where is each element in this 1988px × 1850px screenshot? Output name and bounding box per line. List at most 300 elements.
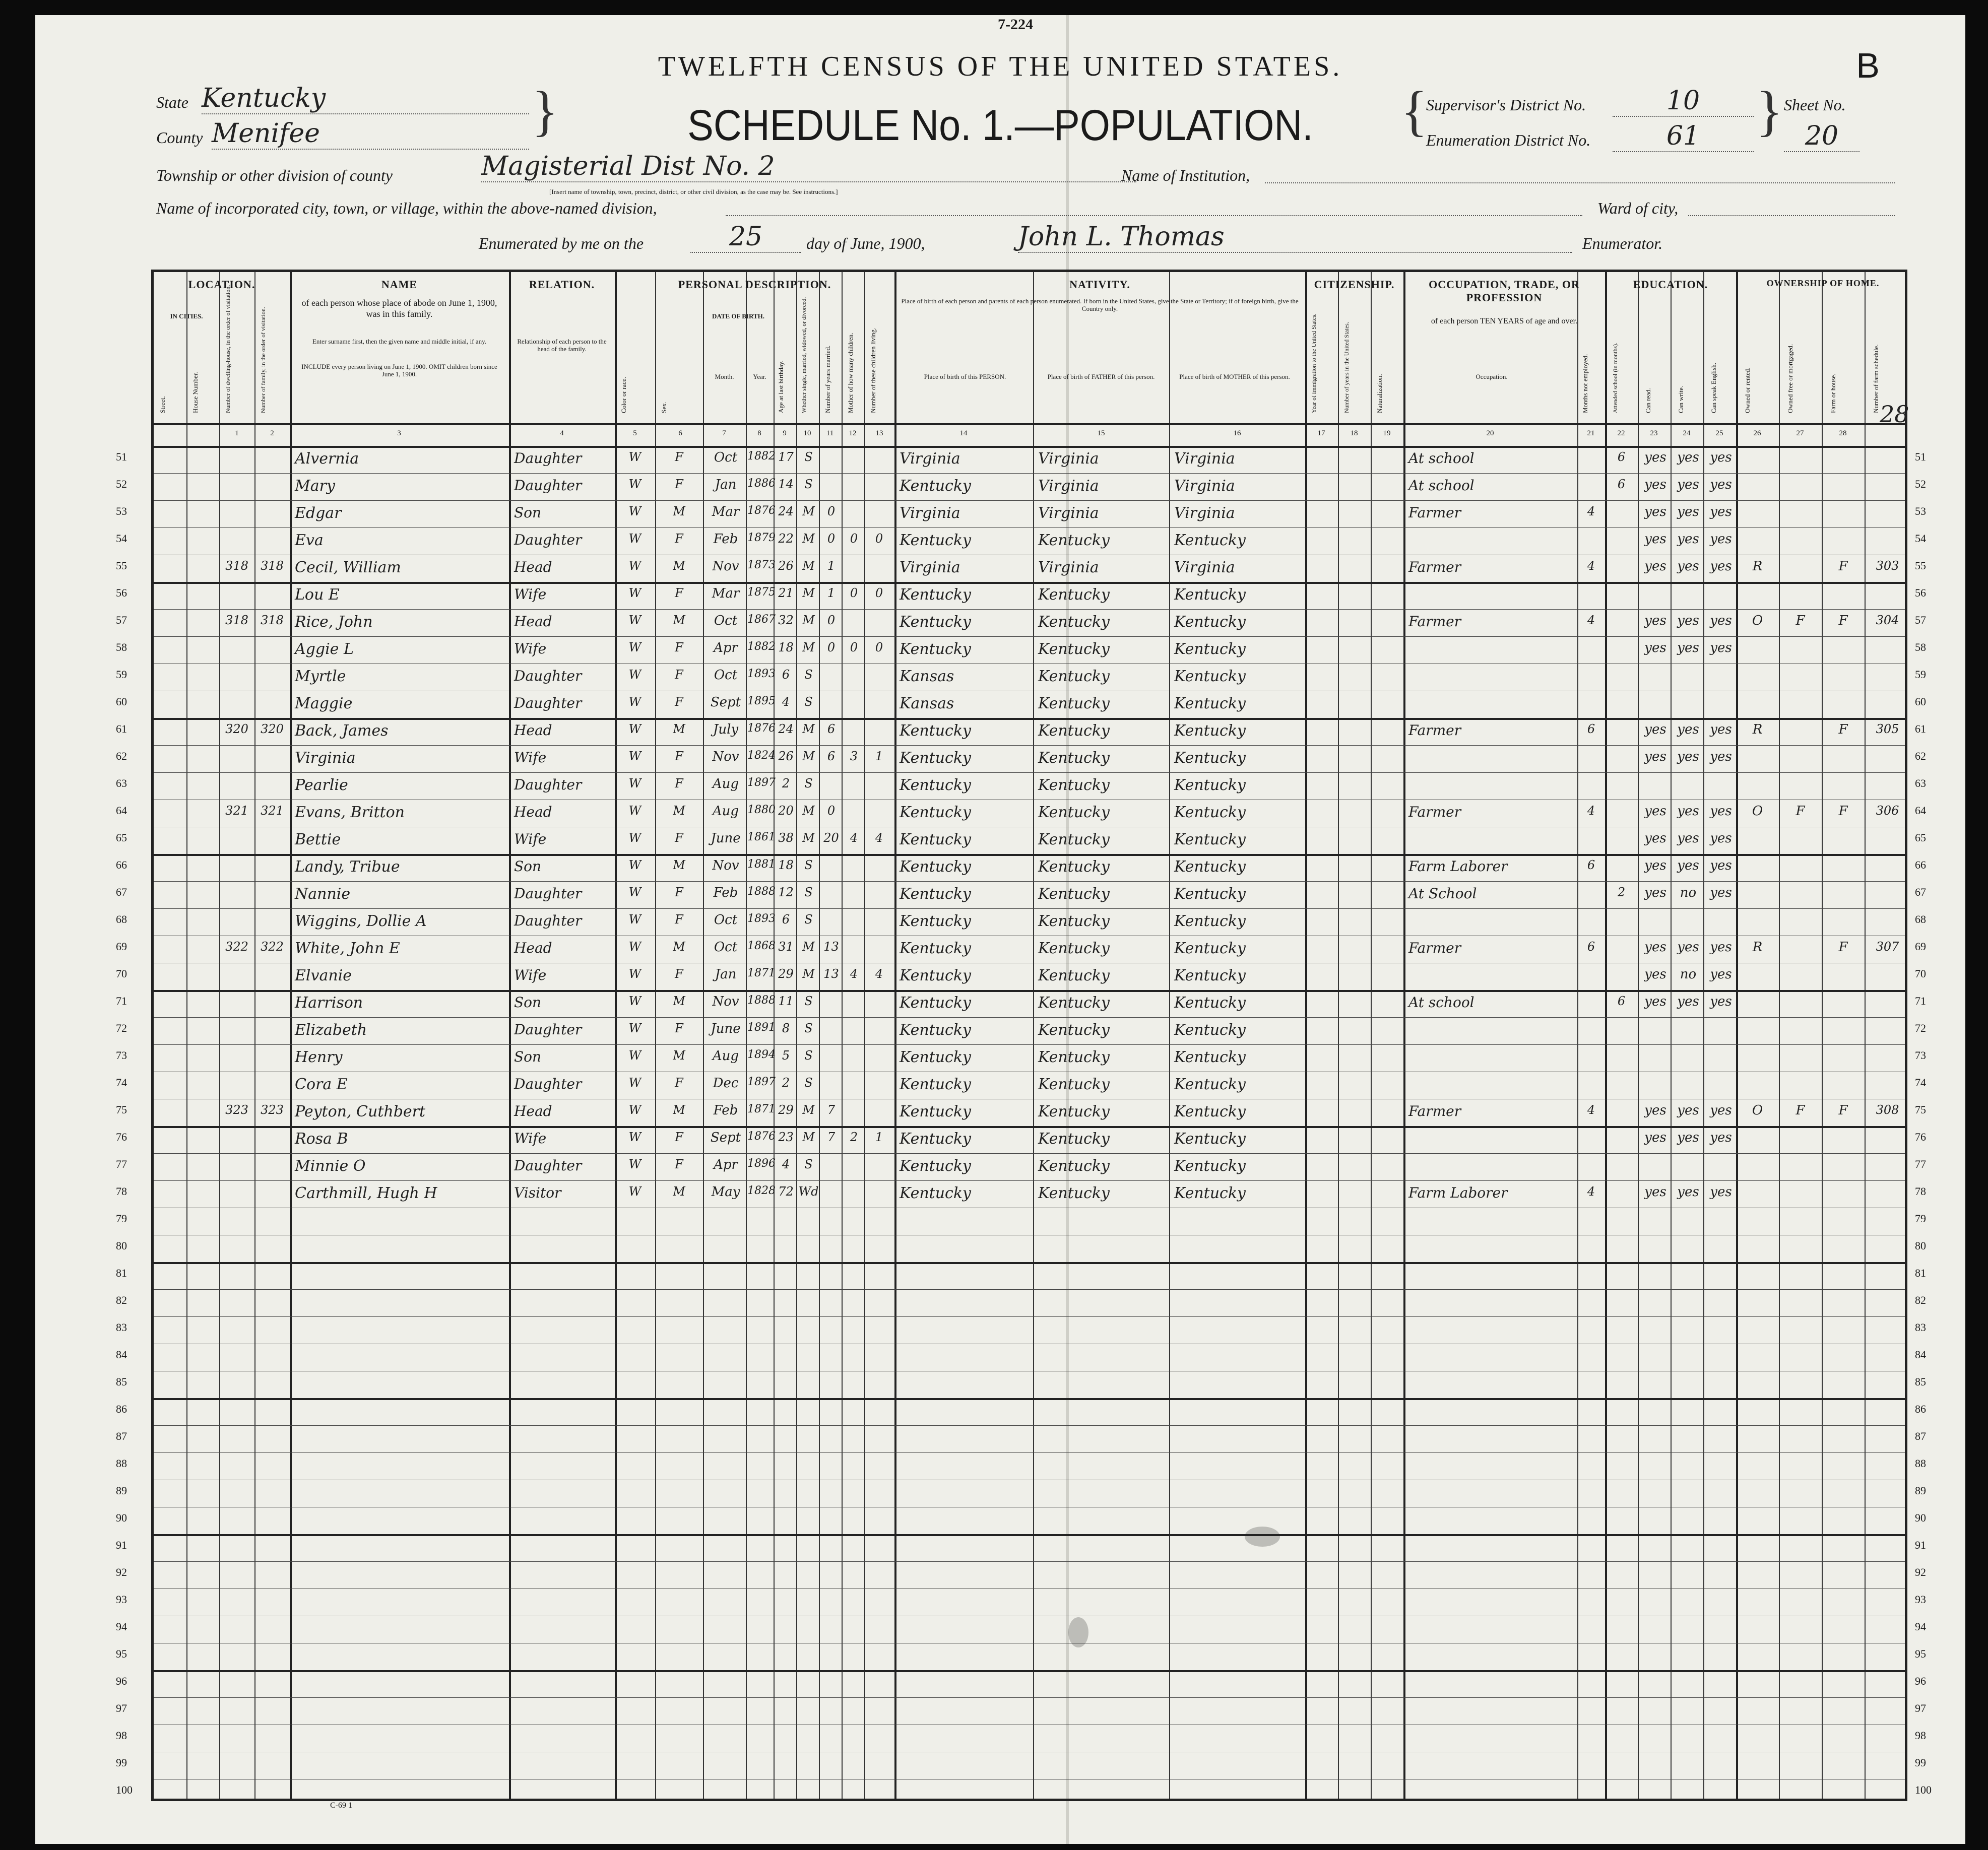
mother-birthplace-cell: Virginia xyxy=(1174,504,1235,522)
months-unemployed-cell: 4 xyxy=(1587,804,1595,818)
vlabel-can-speak: Can speak English. xyxy=(1710,362,1717,413)
race-cell: W xyxy=(628,804,642,818)
mother-birthplace-cell: Kentucky xyxy=(1174,912,1246,930)
row-number-left: 86 xyxy=(116,1403,127,1415)
occupation-cell: At School xyxy=(1408,885,1477,902)
father-birthplace-cell: Virginia xyxy=(1038,477,1099,495)
year-cell: 1871 xyxy=(747,967,776,979)
ink-smudge xyxy=(1068,1617,1088,1647)
row-number-left: 70 xyxy=(116,967,127,980)
row-number-right: 69 xyxy=(1915,940,1926,953)
age-cell: 24 xyxy=(778,722,794,736)
row-number-left: 88 xyxy=(116,1457,127,1470)
marital-cell: S xyxy=(804,994,813,1008)
age-cell: 8 xyxy=(782,1021,790,1035)
vlabel-immigration: Year of immigration to the United States. xyxy=(1310,313,1317,413)
row-number-right: 89 xyxy=(1915,1484,1926,1497)
row-rule xyxy=(154,582,1905,584)
relation-cell: Daughter xyxy=(514,450,582,467)
age-cell: 4 xyxy=(782,1157,790,1171)
months-unemployed-cell: 6 xyxy=(1587,940,1595,954)
month-cell: Feb xyxy=(713,1103,738,1118)
month-cell: Jan xyxy=(715,967,737,982)
row-number-right: 79 xyxy=(1915,1212,1926,1225)
relation-cell: Daughter xyxy=(514,532,582,548)
row-rule xyxy=(154,636,1905,637)
column-rule xyxy=(1865,272,1866,1799)
farm-schedule-cell: 305 xyxy=(1876,722,1899,736)
column-number: 5 xyxy=(633,429,637,437)
month-cell: May xyxy=(711,1184,740,1200)
mother-birthplace-cell: Kentucky xyxy=(1174,1076,1246,1093)
row-number-right: 55 xyxy=(1915,559,1926,572)
column-rule xyxy=(1779,272,1780,1799)
row-number-left: 63 xyxy=(116,777,127,789)
sex-cell: M xyxy=(673,994,685,1008)
name-cell: Eva xyxy=(295,532,324,549)
can-read-cell: yes xyxy=(1644,994,1666,1009)
schedule-title: SCHEDULE No. 1.—POPULATION. xyxy=(687,101,1313,150)
population-table xyxy=(151,270,1907,1801)
father-birthplace-cell: Kentucky xyxy=(1038,912,1110,930)
race-cell: W xyxy=(628,776,642,790)
father-birthplace-cell: Kentucky xyxy=(1038,532,1110,549)
row-number-right: 99 xyxy=(1915,1756,1926,1769)
vlabel-race: Color or race. xyxy=(620,377,627,413)
race-cell: W xyxy=(628,858,642,872)
year-cell: 1893 xyxy=(747,668,776,680)
father-birthplace-cell: Kentucky xyxy=(1038,776,1110,794)
column-rule xyxy=(746,272,747,1799)
occupation-cell: Farm Laborer xyxy=(1408,1184,1508,1201)
race-cell: W xyxy=(628,994,642,1008)
family-cell: 318 xyxy=(261,613,284,627)
marital-cell: M xyxy=(802,532,815,546)
row-number-left: 66 xyxy=(116,858,127,871)
race-cell: W xyxy=(628,477,642,491)
column-number: 16 xyxy=(1233,429,1241,437)
name-cell: Pearlie xyxy=(295,776,348,794)
hdr-ownership: OWNERSHIP OF HOME. xyxy=(1766,278,1880,288)
row-rule xyxy=(154,1561,1905,1562)
year-cell: 1891 xyxy=(747,1021,776,1034)
birthplace-cell: Kentucky xyxy=(900,912,971,930)
year-cell: 1882 xyxy=(747,450,776,462)
hdr-name-desc: of each person whose place of abode on June 1, 1900, was in this family. xyxy=(301,298,497,319)
sex-cell: M xyxy=(673,804,685,818)
relation-cell: Daughter xyxy=(514,1157,582,1174)
race-cell: W xyxy=(628,1130,642,1144)
marital-cell: M xyxy=(802,613,815,627)
state-value: Kentucky xyxy=(202,83,529,114)
vlabel-months-unemployed: Months not employed. xyxy=(1581,354,1589,413)
race-cell: W xyxy=(628,695,642,709)
month-cell: Aug xyxy=(712,1048,739,1064)
birthplace-cell: Kansas xyxy=(900,668,954,685)
row-number-right: 84 xyxy=(1915,1348,1926,1361)
brace-left: } xyxy=(532,80,558,142)
sheet-value: 20 xyxy=(1784,121,1859,152)
dwelling-cell: 322 xyxy=(225,940,248,954)
living-children-cell: 1 xyxy=(875,1130,883,1144)
relation-cell: Visitor xyxy=(514,1184,561,1201)
marital-cell: M xyxy=(802,831,815,845)
row-number-right: 80 xyxy=(1915,1239,1926,1252)
row-rule xyxy=(154,1153,1905,1154)
column-number: 27 xyxy=(1796,429,1804,437)
marital-cell: M xyxy=(802,722,815,736)
name-cell: Carthmill, Hugh H xyxy=(295,1184,437,1202)
age-cell: 29 xyxy=(778,1103,794,1117)
can-read-cell: yes xyxy=(1644,1184,1666,1200)
row-number-left: 85 xyxy=(116,1375,127,1388)
footer-code: C-69 1 xyxy=(330,1801,352,1810)
row-rule xyxy=(154,881,1905,882)
marital-cell: S xyxy=(804,1048,813,1063)
can-speak-cell: yes xyxy=(1710,940,1732,955)
owned-rented-cell: O xyxy=(1752,804,1763,819)
month-cell: Oct xyxy=(714,450,738,465)
hdr-name-instr1: Enter surname first, then the given name and middle initial, if any. xyxy=(312,338,486,345)
township-note: [Insert name of township, town, precinct, district, or other civil division, as the case may be. See instructions.] xyxy=(549,188,838,195)
father-birthplace-cell: Kentucky xyxy=(1038,1021,1110,1039)
year-cell: 1886 xyxy=(747,477,776,490)
vlabel-age: Age at last birthday. xyxy=(777,360,785,413)
can-write-cell: yes xyxy=(1677,532,1699,547)
can-write-cell: no xyxy=(1680,967,1697,982)
mother-birthplace-cell: Kentucky xyxy=(1174,749,1246,767)
enumerated-mid: day of June, 1900, xyxy=(806,234,925,252)
mother-birthplace-cell: Kentucky xyxy=(1174,804,1246,821)
row-number-right: 92 xyxy=(1915,1566,1926,1578)
farm-house-cell: F xyxy=(1838,722,1848,737)
month-cell: Nov xyxy=(712,858,739,873)
row-number-right: 98 xyxy=(1915,1729,1926,1742)
can-read-cell: yes xyxy=(1644,885,1666,900)
row-number-left: 90 xyxy=(116,1511,127,1524)
row-number-right: 91 xyxy=(1915,1539,1926,1551)
years-married-cell: 0 xyxy=(827,640,836,654)
row-number-left: 54 xyxy=(116,532,127,545)
name-cell: Peyton, Cuthbert xyxy=(295,1103,426,1120)
dwelling-cell: 323 xyxy=(225,1103,248,1117)
living-children-cell: 4 xyxy=(875,967,883,981)
row-number-left: 53 xyxy=(116,505,127,517)
can-speak-cell: yes xyxy=(1710,885,1732,900)
brace-right-close: } xyxy=(1756,80,1783,142)
row-number-left: 75 xyxy=(116,1103,127,1116)
mother-birthplace-cell: Kentucky xyxy=(1174,1130,1246,1148)
row-number-left: 89 xyxy=(116,1484,127,1497)
relation-cell: Wife xyxy=(514,1130,547,1147)
race-cell: W xyxy=(628,1103,642,1117)
column-number: 4 xyxy=(560,429,564,437)
row-number-left: 51 xyxy=(116,450,127,463)
years-married-cell: 7 xyxy=(827,1130,836,1144)
hdr-pob-father: Place of birth of FATHER of this person. xyxy=(1047,373,1155,380)
month-cell: Oct xyxy=(714,668,738,683)
farm-house-cell: F xyxy=(1838,613,1848,628)
sex-cell: M xyxy=(673,559,685,573)
column-number: 20 xyxy=(1486,429,1494,437)
hdr-pob-mother: Place of birth of MOTHER of this person. xyxy=(1179,373,1290,380)
race-cell: W xyxy=(628,831,642,845)
school-months-cell: 6 xyxy=(1617,477,1626,491)
marital-cell: M xyxy=(802,559,815,573)
father-birthplace-cell: Kentucky xyxy=(1038,1076,1110,1093)
name-cell: Back, James xyxy=(295,722,389,740)
months-unemployed-cell: 6 xyxy=(1587,858,1595,872)
can-write-cell: yes xyxy=(1677,559,1699,574)
mother-birthplace-cell: Kentucky xyxy=(1174,586,1246,604)
can-write-cell: yes xyxy=(1677,450,1699,465)
vlabel-family: Number of family, in the order of visitation. xyxy=(260,307,267,413)
relation-cell: Daughter xyxy=(514,1021,582,1038)
age-cell: 31 xyxy=(778,940,794,954)
month-cell: June xyxy=(711,1021,741,1036)
row-rule xyxy=(154,1262,1905,1264)
row-number-left: 96 xyxy=(116,1675,127,1687)
marital-cell: S xyxy=(804,477,813,491)
free-mortgaged-cell: F xyxy=(1795,804,1805,819)
relation-cell: Wife xyxy=(514,831,547,847)
race-cell: W xyxy=(628,559,642,573)
row-number-right: 81 xyxy=(1915,1267,1926,1279)
race-cell: W xyxy=(628,504,642,518)
free-mortgaged-cell: F xyxy=(1795,1103,1805,1118)
birthplace-cell: Kentucky xyxy=(900,532,971,549)
age-cell: 17 xyxy=(778,450,794,464)
row-rule xyxy=(154,1126,1905,1128)
sheet-label: Sheet No. xyxy=(1784,96,1846,114)
county-label: County xyxy=(156,128,203,147)
can-write-cell: yes xyxy=(1677,477,1699,492)
owned-rented-cell: R xyxy=(1752,722,1763,737)
marital-cell: S xyxy=(804,1157,813,1171)
hdr-dob: DATE OF BIRTH. xyxy=(712,312,764,320)
years-married-cell: 0 xyxy=(827,613,836,627)
month-cell: June xyxy=(711,831,741,846)
hdr-occupation: OCCUPATION, TRADE, OR PROFESSION xyxy=(1429,278,1580,304)
name-cell: White, John E xyxy=(295,940,400,957)
father-birthplace-cell: Kentucky xyxy=(1038,804,1110,821)
hdr-year: Year. xyxy=(753,373,766,380)
sex-cell: F xyxy=(675,885,683,899)
row-number-left: 99 xyxy=(116,1756,127,1769)
mother-of-cell: 4 xyxy=(850,831,858,845)
supervisor-value: 10 xyxy=(1613,86,1754,117)
row-number-right: 82 xyxy=(1915,1294,1926,1306)
year-cell: 1896 xyxy=(747,1157,776,1170)
can-speak-cell: yes xyxy=(1710,804,1732,819)
column-rule xyxy=(774,272,775,1799)
hdr-in-cities: IN CITIES. xyxy=(170,312,203,320)
census-title: TWELFTH CENSUS OF THE UNITED STATES. xyxy=(658,51,1343,82)
row-rule xyxy=(154,446,1905,448)
supervisor-label: Supervisor's District No. xyxy=(1426,96,1586,114)
township-label: Township or other division of county xyxy=(156,166,393,184)
birthplace-cell: Kentucky xyxy=(900,940,971,957)
row-number-right: 53 xyxy=(1915,505,1926,517)
age-cell: 2 xyxy=(782,776,790,790)
can-write-cell: yes xyxy=(1677,831,1699,846)
vlabel-years-married: Number of years married. xyxy=(824,345,831,413)
column-rule xyxy=(1605,272,1607,1799)
can-read-cell: yes xyxy=(1644,613,1666,628)
can-read-cell: yes xyxy=(1644,477,1666,492)
father-birthplace-cell: Kentucky xyxy=(1038,858,1110,876)
hdr-citizenship: CITIZENSHIP. xyxy=(1314,278,1395,291)
year-cell: 1824 xyxy=(747,749,776,762)
can-speak-cell: yes xyxy=(1710,967,1732,982)
column-rule xyxy=(1338,272,1339,1799)
father-birthplace-cell: Kentucky xyxy=(1038,994,1110,1012)
vlabel-naturalization: Naturalization. xyxy=(1376,374,1383,413)
birthplace-cell: Kentucky xyxy=(900,1130,971,1148)
column-rule xyxy=(1638,272,1639,1799)
month-cell: Mar xyxy=(712,586,740,601)
years-married-cell: 7 xyxy=(827,1103,836,1117)
years-married-cell: 13 xyxy=(823,967,839,981)
relation-cell: Head xyxy=(514,722,552,739)
race-cell: W xyxy=(628,1048,642,1063)
mother-birthplace-cell: Kentucky xyxy=(1174,1157,1246,1175)
dwelling-cell: 321 xyxy=(225,804,248,818)
column-rule xyxy=(655,272,656,1799)
marital-cell: M xyxy=(802,967,815,981)
relation-cell: Wife xyxy=(514,967,547,983)
age-cell: 72 xyxy=(778,1184,794,1199)
row-number-right: 65 xyxy=(1915,831,1926,844)
row-number-right: 94 xyxy=(1915,1620,1926,1633)
vlabel-house: House Number. xyxy=(191,372,199,413)
name-cell: Aggie L xyxy=(295,640,354,658)
month-cell: July xyxy=(713,722,739,737)
years-married-cell: 6 xyxy=(827,749,836,763)
years-married-cell: 0 xyxy=(827,804,836,818)
institution-label: Name of Institution, xyxy=(1121,166,1250,184)
hdr-occupation-col: Occupation. xyxy=(1476,373,1508,380)
hdr-month: Month. xyxy=(715,373,734,380)
birthplace-cell: Kentucky xyxy=(900,831,971,848)
can-speak-cell: yes xyxy=(1710,722,1732,737)
row-rule xyxy=(154,473,1905,474)
relation-cell: Daughter xyxy=(514,668,582,684)
row-rule xyxy=(154,745,1905,746)
birthplace-cell: Kentucky xyxy=(900,885,971,903)
can-write-cell: yes xyxy=(1677,1103,1699,1118)
father-birthplace-cell: Kentucky xyxy=(1038,640,1110,658)
relation-cell: Wife xyxy=(514,586,547,603)
name-cell: Edgar xyxy=(295,504,342,522)
mother-birthplace-cell: Kentucky xyxy=(1174,858,1246,876)
race-cell: W xyxy=(628,1184,642,1199)
row-number-right: 67 xyxy=(1915,886,1926,898)
hdr-name: NAME xyxy=(381,278,418,291)
year-cell: 1876 xyxy=(747,504,776,517)
marital-cell: S xyxy=(804,912,813,927)
age-cell: 21 xyxy=(778,586,794,600)
sex-cell: M xyxy=(673,1184,685,1199)
sex-cell: M xyxy=(673,1048,685,1063)
row-number-left: 84 xyxy=(116,1348,127,1361)
row-number-left: 87 xyxy=(116,1430,127,1442)
row-rule xyxy=(154,609,1905,610)
can-read-cell: yes xyxy=(1644,504,1666,519)
row-number-left: 92 xyxy=(116,1566,127,1578)
marital-cell: M xyxy=(802,640,815,654)
occupation-cell: Farm Laborer xyxy=(1408,858,1508,875)
dwelling-cell: 318 xyxy=(225,613,248,627)
marital-cell: S xyxy=(804,776,813,790)
row-number-left: 67 xyxy=(116,886,127,898)
can-write-cell: yes xyxy=(1677,722,1699,737)
mother-birthplace-cell: Kentucky xyxy=(1174,994,1246,1012)
month-cell: Jan xyxy=(715,477,737,492)
row-rule xyxy=(154,423,1905,425)
family-cell: 323 xyxy=(261,1103,284,1117)
column-rule xyxy=(1403,272,1405,1799)
birthplace-cell: Kentucky xyxy=(900,613,971,631)
sex-cell: F xyxy=(675,1076,683,1090)
birthplace-cell: Kentucky xyxy=(900,1021,971,1039)
row-number-right: 95 xyxy=(1915,1647,1926,1660)
mother-birthplace-cell: Kentucky xyxy=(1174,668,1246,685)
race-cell: W xyxy=(628,586,642,600)
mother-birthplace-cell: Virginia xyxy=(1174,450,1235,468)
age-cell: 18 xyxy=(778,640,794,654)
marital-cell: S xyxy=(804,858,813,872)
farm-schedule-cell: 308 xyxy=(1876,1103,1899,1117)
vlabel-farm-schedule: Number of farm schedule. xyxy=(1872,344,1880,413)
vlabel-living: Number of these children living. xyxy=(869,327,877,413)
birthplace-cell: Kentucky xyxy=(900,1048,971,1066)
year-cell: 1879 xyxy=(747,532,776,544)
state-label: State xyxy=(156,93,188,111)
row-number-right: 70 xyxy=(1915,967,1926,980)
vlabel-can-read: Can read. xyxy=(1644,388,1652,413)
vlabel-free: Owned free or mortgaged. xyxy=(1786,344,1794,413)
enumerated-day: 25 xyxy=(690,222,801,253)
row-number-right: 68 xyxy=(1915,913,1926,926)
age-cell: 24 xyxy=(778,504,794,518)
age-cell: 29 xyxy=(778,967,794,981)
name-cell: Virginia xyxy=(295,749,356,767)
years-married-cell: 0 xyxy=(827,504,836,518)
column-number: 25 xyxy=(1715,429,1723,437)
family-cell: 320 xyxy=(261,722,284,736)
occupation-cell: At school xyxy=(1408,994,1474,1011)
row-number-left: 81 xyxy=(116,1267,127,1279)
name-cell: Mary xyxy=(295,477,335,495)
row-number-right: 60 xyxy=(1915,695,1926,708)
race-cell: W xyxy=(628,450,642,464)
row-number-right: 54 xyxy=(1915,532,1926,545)
race-cell: W xyxy=(628,885,642,899)
ward-value xyxy=(1688,214,1895,216)
relation-cell: Head xyxy=(514,559,552,575)
month-cell: Apr xyxy=(714,640,738,655)
row-rule xyxy=(154,1316,1905,1317)
column-rule xyxy=(842,272,843,1799)
column-rule xyxy=(819,272,820,1799)
hdr-location: LOCATION. xyxy=(188,278,255,291)
father-birthplace-cell: Kentucky xyxy=(1038,1048,1110,1066)
year-cell: 1873 xyxy=(747,559,776,571)
relation-cell: Daughter xyxy=(514,695,582,711)
row-number-right: 59 xyxy=(1915,668,1926,681)
relation-cell: Son xyxy=(514,994,542,1011)
